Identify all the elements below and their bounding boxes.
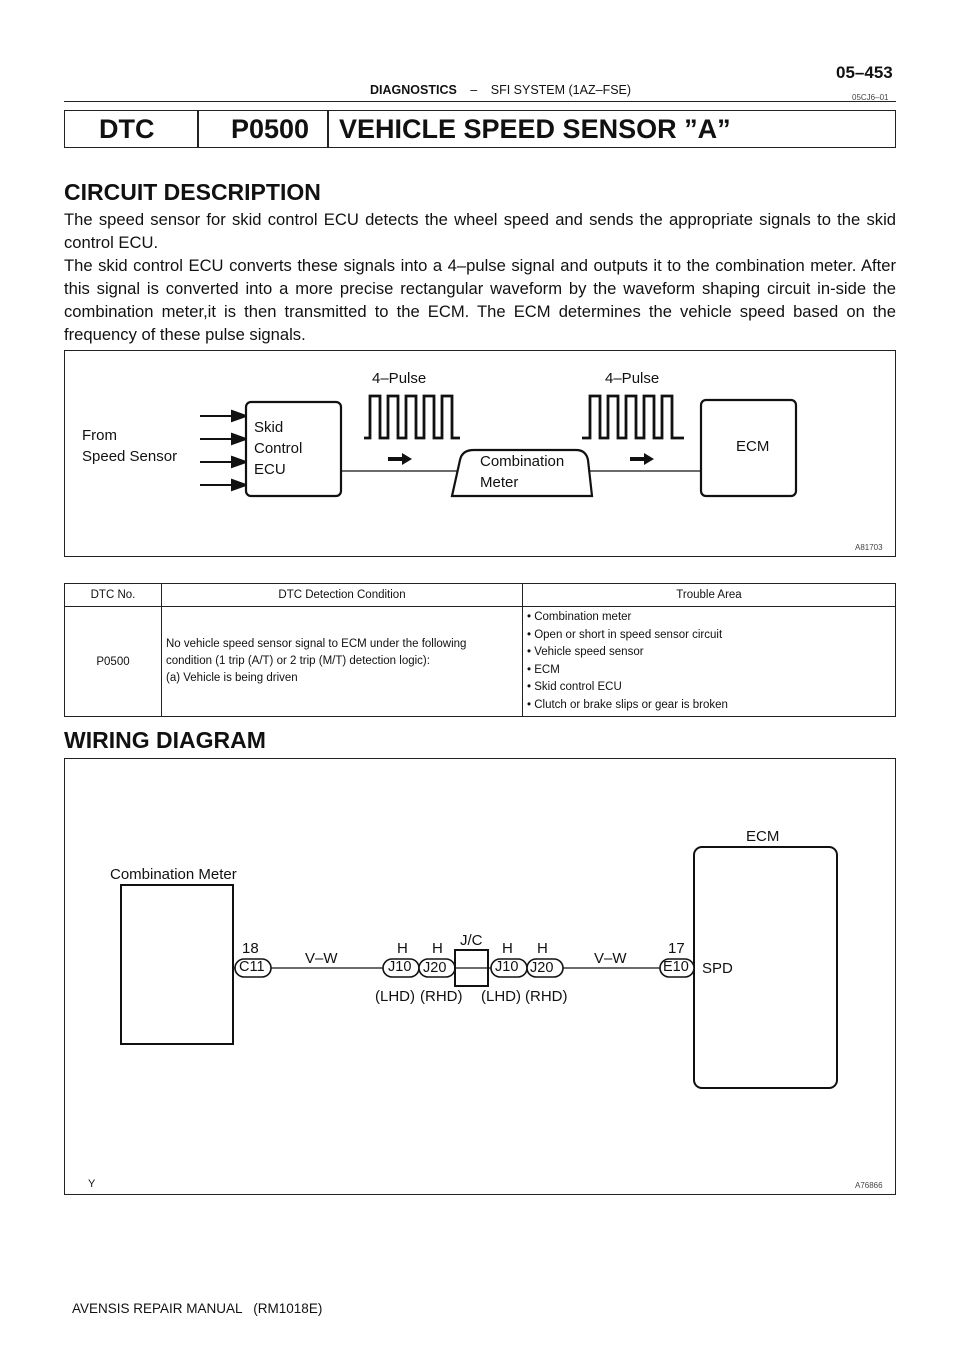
dtc-name: VEHICLE SPEED SENSOR ”A”: [339, 114, 731, 144]
pulse-label-left: 4–Pulse: [372, 370, 427, 387]
connector-j10-a-label: J10: [388, 959, 412, 975]
wiring-figure-id: A76866: [855, 1181, 883, 1190]
footer-manual: AVENSIS REPAIR MANUAL (RM1018E): [72, 1301, 323, 1316]
list-item: • ECM: [527, 663, 560, 676]
pin-17-label: 17: [668, 940, 685, 957]
dtc-table-header-row: [65, 584, 896, 607]
page-number: 05–453: [836, 63, 893, 82]
combination-meter-box: [121, 885, 233, 1044]
trouble-area-header: Trouble Area: [523, 584, 896, 607]
description-paragraph-1: The speed sensor for skid control ECU detects the wheel speed and sends the appropriate signals to the skid control ECU.: [64, 210, 896, 252]
description-paragraph-2: The skid control ECU converts these signals into a 4–pulse signal and outputs it to the combination meter. After this signal is converted into a more precise rectangular waveform by the waveform shaping circuit in-side the combination meter,it is then transmitted to the ECM. The ECM determines the vehicle speed based on the frequency of these pulse signals.: [64, 256, 896, 344]
title-divider-1: [197, 111, 199, 147]
pulse-label-right: 4–Pulse: [605, 370, 660, 387]
direction-arrow-right: [630, 453, 654, 465]
dtc-no-header: DTC No.: [65, 584, 162, 607]
dtc-table: [64, 583, 896, 717]
list-item: • Vehicle speed sensor: [527, 646, 644, 658]
header-code: 05CJ6–01: [852, 93, 889, 102]
header-subsection: SFI SYSTEM (1AZ–FSE): [490, 83, 632, 97]
dtc-label: DTC: [99, 114, 155, 144]
input-arrows: [200, 411, 246, 490]
wire-right-label: V–W: [594, 950, 627, 967]
dtc-code: P0500: [231, 114, 310, 144]
connector-j10-b-label: J10: [495, 959, 519, 975]
wire-left-label: V–W: [305, 950, 338, 967]
h-label-1: H: [397, 940, 408, 957]
from-label-line-1: From: [82, 427, 117, 444]
from-label-line-2: Speed Sensor: [82, 448, 178, 465]
lhd-label-b: (LHD): [481, 988, 521, 1005]
circuit-description-heading: CIRCUIT DESCRIPTION: [64, 179, 321, 205]
skid-label-line-3: ECU: [254, 461, 286, 478]
spd-terminal-label: SPD: [702, 960, 733, 977]
trouble-area-cell: [523, 607, 896, 717]
list-item: • Open or short in speed sensor circuit: [527, 628, 723, 641]
header-rule: [64, 101, 896, 102]
connector-c11-label: C11: [239, 959, 265, 975]
connector-j20-b-label: J20: [530, 960, 554, 976]
table-row: [65, 607, 896, 717]
title-divider-2: [327, 111, 329, 147]
dtc-title-box: [64, 110, 896, 148]
condition-line-2: condition (1 trip (A/T) or 2 trip (M/T) detection logic):: [166, 655, 430, 667]
meter-label-line-1: Combination: [480, 453, 565, 470]
combination-meter-wiring-label: Combination Meter: [110, 866, 237, 883]
skid-control-ecu-label: [254, 417, 302, 480]
condition-line-1: No vehicle speed sensor signal to ECM under the following: [166, 638, 467, 650]
ecm-label: ECM: [736, 438, 770, 455]
condition-line-3: (a) Vehicle is being driven: [166, 672, 298, 684]
skid-label-line-1: Skid: [254, 419, 284, 436]
pulse-waveform-right: [582, 396, 684, 438]
header-separator: –: [470, 83, 478, 97]
wiring-diagram: [64, 758, 896, 1195]
h-label-3: H: [502, 940, 513, 957]
header-section: DIAGNOSTICS: [370, 83, 457, 97]
ecm-wiring-label: ECM: [746, 828, 780, 845]
rhd-label-a: (RHD): [420, 988, 463, 1005]
h-label-4: H: [537, 940, 548, 957]
detection-condition-cell: [162, 607, 523, 717]
detection-condition-header: DTC Detection Condition: [162, 584, 523, 607]
meter-label-line-2: Meter: [480, 474, 519, 491]
h-label-2: H: [432, 940, 443, 957]
pulse-waveform-left: [364, 396, 460, 438]
connector-e10-label: E10: [663, 959, 689, 975]
wiring-corner-mark: Y: [88, 1178, 96, 1190]
skid-label-line-2: Control: [254, 440, 303, 457]
page-header: [370, 83, 631, 97]
combination-meter-label: [480, 451, 564, 493]
figure-1-id: A81703: [855, 543, 883, 552]
wiring-diagram-heading: WIRING DIAGRAM: [64, 727, 266, 753]
pin-18-label: 18: [242, 940, 259, 957]
list-item: • Combination meter: [527, 611, 632, 623]
connector-j20-a-label: J20: [423, 960, 447, 976]
dtc-no-cell: P0500: [65, 607, 162, 717]
jc-label: J/C: [460, 932, 483, 949]
direction-arrow-left: [388, 453, 412, 465]
list-item: • Skid control ECU: [527, 681, 622, 693]
list-item: • Clutch or brake slips or gear is broken: [527, 698, 728, 711]
circuit-description-text: [64, 208, 896, 346]
rhd-label-b: (RHD): [525, 988, 568, 1005]
from-speed-sensor-label: [82, 425, 177, 467]
lhd-label-a: (LHD): [375, 988, 415, 1005]
